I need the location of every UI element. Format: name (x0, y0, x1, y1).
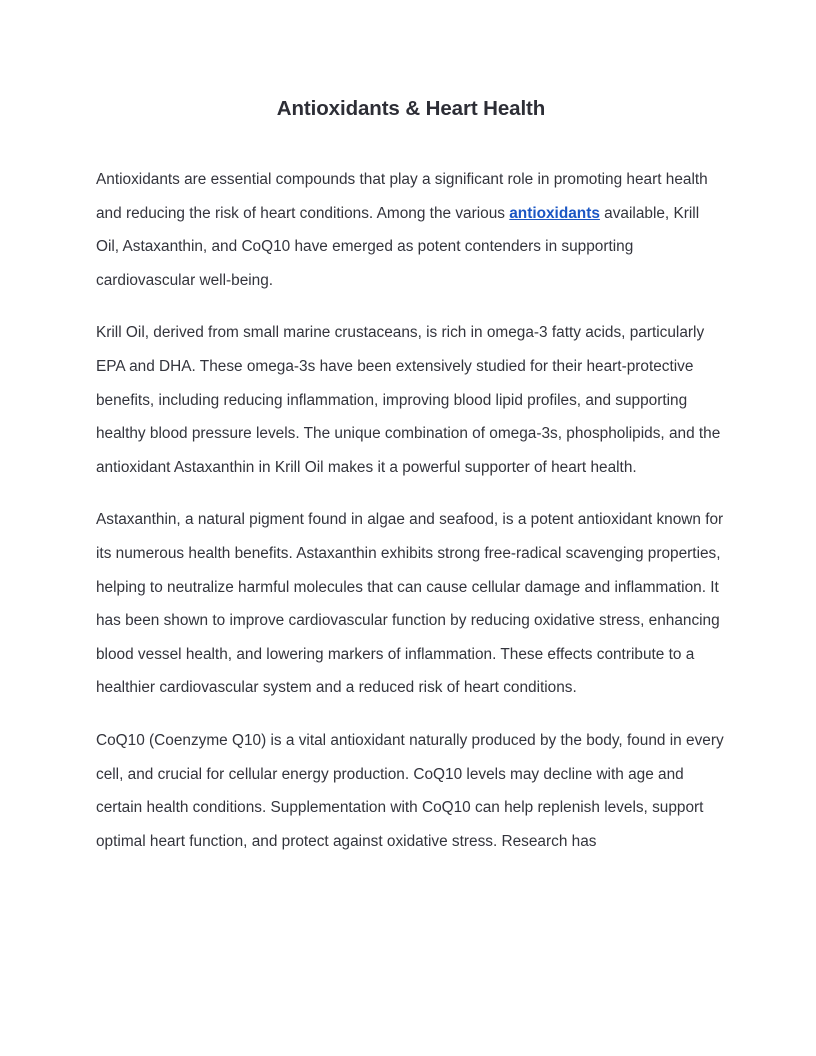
paragraph-coq10: CoQ10 (Coenzyme Q10) is a vital antioxidant naturally produced by the body, found in every cell, and crucial for cellular energy production. CoQ10 levels may decline with age and certain health conditions. Supplementation with CoQ10 can help replenish levels, support optimal heart function, and protect against oxidative stress. Research has (96, 731, 724, 850)
paragraph-intro-text-start: Antioxidants are essential compounds that play a significant role in promoting heart health and reducing the risk of heart conditions. Among the various (96, 171, 708, 222)
antioxidants-link[interactable]: antioxidants (509, 204, 600, 222)
document-page (96, 93, 726, 858)
paragraph-intro (96, 163, 726, 297)
paragraph-krill-oil: Krill Oil, derived from small marine crustaceans, is rich in omega-3 fatty acids, particularly EPA and DHA. These omega-3s have been extensively studied for their heart-protective benefits, including reducing inflammation, improving blood lipid profiles, and supporting healthy blood pressure levels. The unique combination of omega-3s, phospholipids, and the antioxidant Astaxanthin in Krill Oil makes it a powerful supporter of heart health. (96, 324, 721, 476)
paragraph-astaxanthin: Astaxanthin, a natural pigment found in algae and seafood, is a potent antioxidant known for its numerous health benefits. Astaxanthin exhibits strong free-radical scavenging properties, helping to neutralize harmful molecules that can cause cellular damage and inflammation. It has been shown to improve cardiovascular function by reducing oxidative stress, enhancing blood vessel health, and lowering markers of inflammation. These effects contribute to a healthier cardiovascular system and a reduced risk of heart conditions. (96, 511, 724, 697)
paragraph-intro-text-end: available, Krill Oil, Astaxanthin, and CoQ10 have emerged as potent contenders in supporting cardiovascular well-being. (96, 204, 700, 289)
document-title: Antioxidants & Heart Health (276, 97, 546, 120)
